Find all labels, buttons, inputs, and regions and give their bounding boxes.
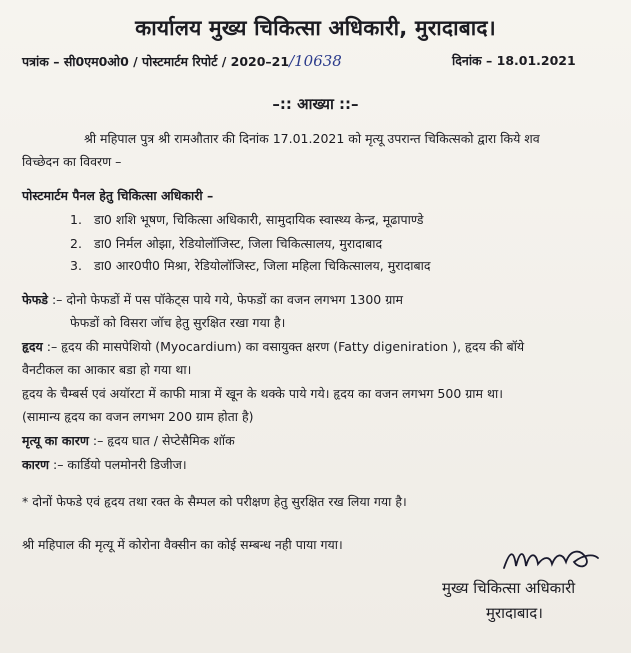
panel-member-number: 3. xyxy=(70,258,82,273)
date-line xyxy=(452,52,576,69)
report-heading: –:: आख्या ::– xyxy=(272,95,359,113)
panel-member-text: डा0 निर्मल ओझा, रेडियोलॉजिस्ट, जिला चिकित्सालय, मुरादाबाद xyxy=(94,236,383,251)
panel-member-2 xyxy=(70,235,382,252)
ref-label: पत्रांक – xyxy=(22,54,60,69)
panel-member-text: डा0 आर0पी0 मिश्रा, रेडियोलॉजिस्ट, जिला महिला चिकित्सालय, मुरादाबाद xyxy=(94,258,431,273)
cause-of-death-line xyxy=(22,432,235,449)
heart-finding-line-4: (सामान्य हृदय का वजन लगभग 200 ग्राम होता है) xyxy=(22,409,254,424)
heart-finding-line-3: हृदय के चैम्बर्स एवं अयॉरटा में काफी मात्रा में खून के थक्के पाये गये। हृदय का वजन लगभग 500 ग्राम था। xyxy=(22,386,503,401)
vaccine-note: श्री महिपाल की मृत्यू में कोरोना वैक्सीन का कोई सम्बन्ध नही पाया गया। xyxy=(22,537,343,552)
lungs-text: :– दोनो फेफडों में पस पॉकेट्स पाये गये, फेफडों का वजन लगभग 1300 ग्राम xyxy=(51,292,403,307)
samples-note: * दोनों फेफडे एवं हृदय तथा रक्त के सैम्पल को परीक्षण हेतु सुरक्षित रख लिया गया है। xyxy=(22,494,407,509)
panel-member-number: 1. xyxy=(70,212,82,227)
date-label: दिनांक – xyxy=(452,53,493,68)
lungs-finding-line-1 xyxy=(22,291,403,308)
heart-label: हृदय xyxy=(22,339,43,354)
intro-line-1: श्री महिपाल पुत्र श्री रामऔतार की दिनांक 17.01.2021 को मृत्यू उपरान्त चिकित्सको द्वारा किये शव xyxy=(84,131,540,146)
lungs-label: फेफडे xyxy=(22,292,48,307)
ref-handwritten-number: /10638 xyxy=(289,52,342,70)
lungs-finding-line-2: फेफडों को विसरा जॉच हेतु सुरक्षित रखा गया है। xyxy=(70,315,286,330)
panel-title: पोस्टमार्टम पैनल हेतु चिकित्सा अधिकारी – xyxy=(22,188,214,203)
ref-number: सी0एम0ओ0 / पोस्टमार्टम रिपोर्ट / 2020–21 xyxy=(63,54,290,69)
office-title: कार्यालय मुख्य चिकित्सा अधिकारी, मुरादाबाद। xyxy=(135,16,496,40)
signature-designation: मुख्य चिकित्सा अधिकारी xyxy=(442,579,576,597)
heart-text: :– हृदय की मासपेशियो (Myocardium) का वसायुक्त क्षरण (Fatty digeniration ), हृदय की बॉये xyxy=(46,339,525,354)
cause-of-death-label: मृत्यू का कारण xyxy=(22,433,89,448)
signature-place: मुरादाबाद। xyxy=(486,604,543,622)
signature-scribble xyxy=(500,544,600,574)
heart-finding-line-1 xyxy=(22,338,524,355)
reason-label: कारण xyxy=(22,457,49,472)
intro-line-2: विच्छेदन का विवरण – xyxy=(22,154,122,169)
panel-member-number: 2. xyxy=(70,236,82,251)
panel-member-1 xyxy=(70,211,424,228)
reason-value: :– कार्डियो पलमोनरी डिजीज। xyxy=(52,457,187,472)
date-value: 18.01.2021 xyxy=(496,53,576,68)
panel-member-text: डा0 शशि भूषण, चिकित्सा अधिकारी, सामुदायिक स्वास्थ्य केन्द्र, मूढापाण्डे xyxy=(94,212,424,227)
panel-member-3 xyxy=(70,257,430,274)
reason-line xyxy=(22,456,187,473)
heart-finding-line-2: वैनटीकल का आकार बडा हो गया था। xyxy=(22,362,192,377)
cause-of-death-value: :– हृदय घात / सेप्टेसैमिक शॉक xyxy=(92,433,235,448)
reference-line xyxy=(22,52,342,70)
